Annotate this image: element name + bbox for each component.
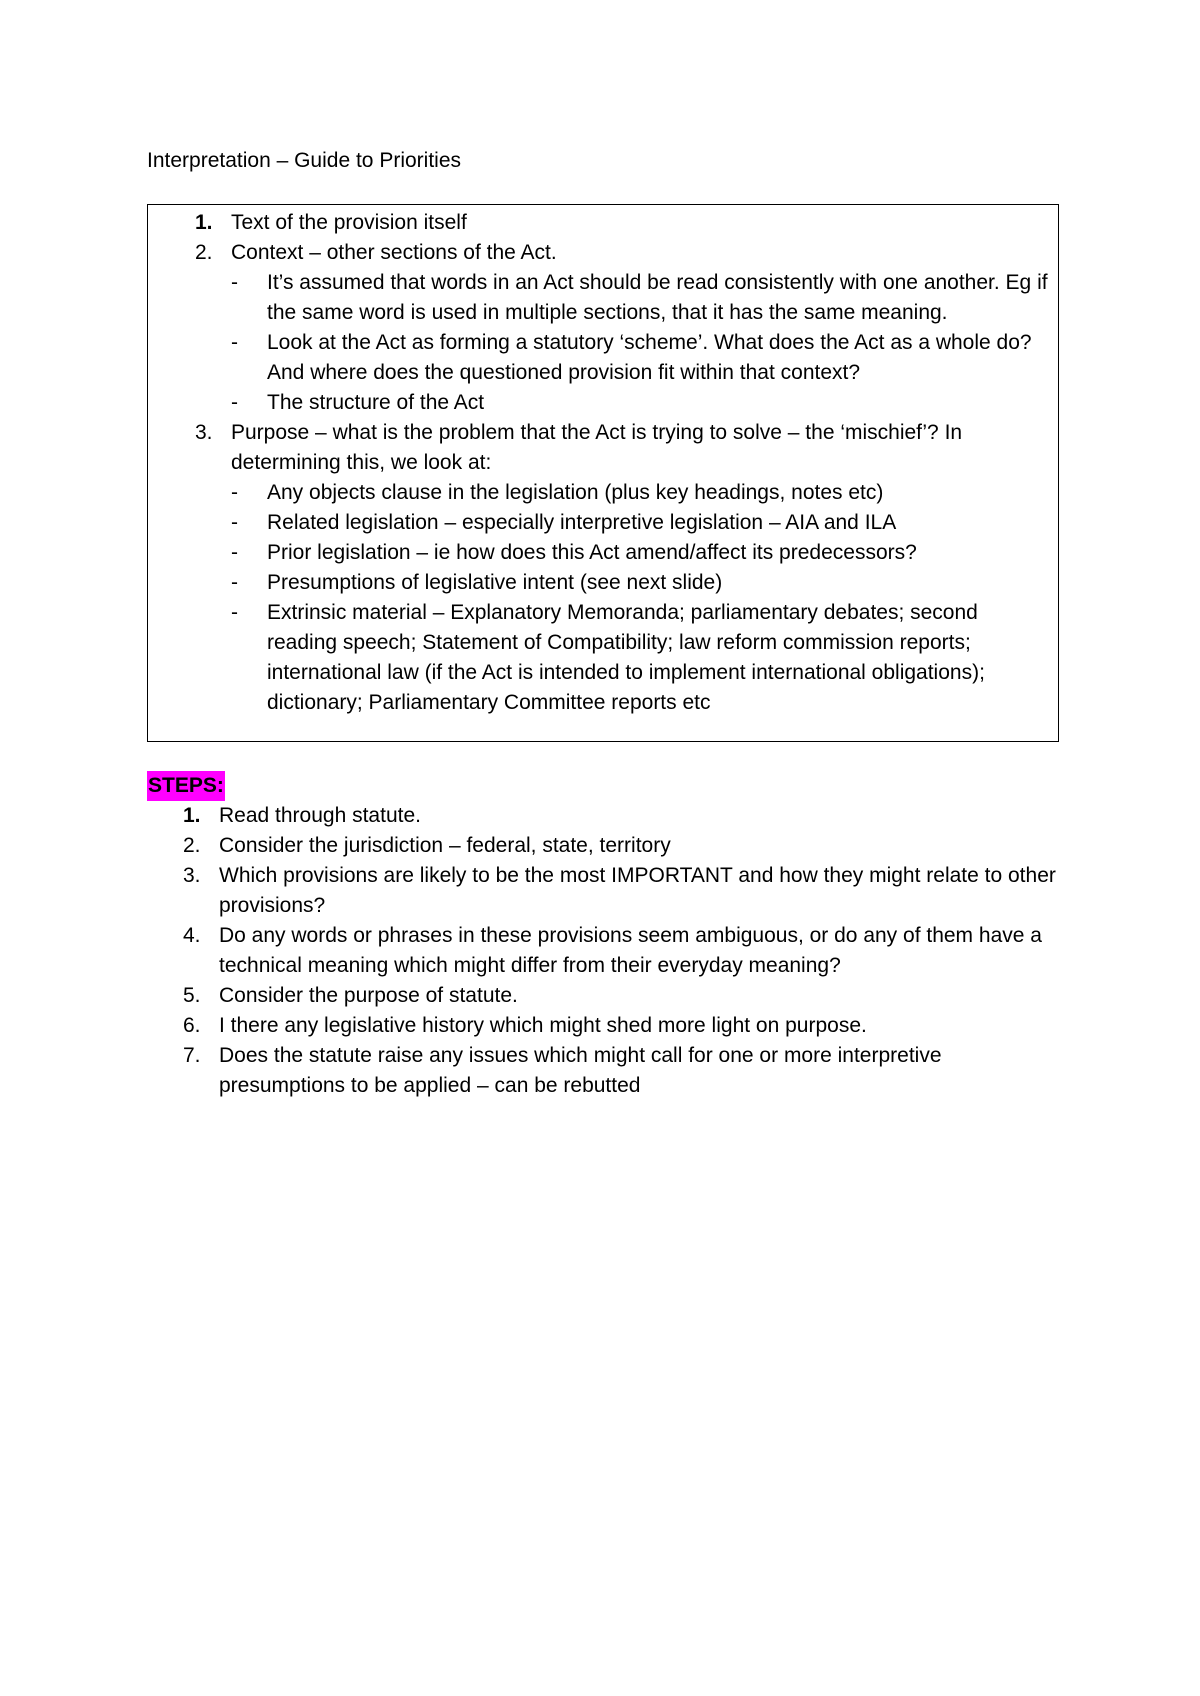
step-number: 4. <box>183 924 201 947</box>
sub-item <box>231 388 1050 418</box>
dash-bullet: - <box>231 601 238 624</box>
sub-item-text: Extrinsic material – Explanatory Memoranda; parliamentary debates; second reading speech; Statement of Compatibility; law reform commission reports; international law (if the Act is intended to implement international obligations); dictionary; Parliamentary Committee reports etc <box>267 601 985 714</box>
priority-sub-list <box>231 478 1050 718</box>
priority-number: 2. <box>195 241 213 264</box>
priority-item <box>148 208 1058 238</box>
sub-item <box>231 598 1050 718</box>
priority-text: Text of the provision itself <box>231 211 467 234</box>
step-item <box>147 831 1067 861</box>
dash-bullet: - <box>231 391 238 414</box>
dash-bullet: - <box>231 541 238 564</box>
step-number: 6. <box>183 1014 201 1037</box>
step-text: I there any legislative history which might shed more light on purpose. <box>219 1014 867 1037</box>
sub-item-text: Related legislation – especially interpretive legislation – AIA and ILA <box>267 511 897 534</box>
priority-number: 3. <box>195 421 213 444</box>
step-number: 3. <box>183 864 201 887</box>
priorities-list <box>148 208 1058 718</box>
step-item <box>147 921 1067 981</box>
sub-item-text: The structure of the Act <box>267 391 485 414</box>
priority-text: Context – other sections of the Act. <box>231 241 557 264</box>
sub-item <box>231 268 1050 328</box>
priority-sub-list <box>231 268 1050 418</box>
priorities-box <box>147 204 1059 742</box>
step-item <box>147 801 1067 831</box>
priority-number: 1. <box>195 211 213 234</box>
sub-item <box>231 508 1050 538</box>
step-text: Consider the jurisdiction – federal, state, territory <box>219 834 671 857</box>
dash-bullet: - <box>231 271 238 294</box>
step-number: 2. <box>183 834 201 857</box>
priority-item <box>148 238 1058 418</box>
page-title: Interpretation – Guide to Priorities <box>147 149 461 172</box>
step-text: Which provisions are likely to be the most IMPORTANT and how they might relate to other provisions? <box>219 864 1056 917</box>
sub-item-text: Presumptions of legislative intent (see next slide) <box>267 571 723 594</box>
sub-item <box>231 328 1050 388</box>
step-item <box>147 1011 1067 1041</box>
step-number: 7. <box>183 1044 201 1067</box>
step-text: Does the statute raise any issues which might call for one or more interpretive presumptions to be applied – can be rebutted <box>219 1044 942 1097</box>
dash-bullet: - <box>231 331 238 354</box>
step-item <box>147 1041 1067 1101</box>
sub-item <box>231 568 1050 598</box>
step-item <box>147 981 1067 1011</box>
step-text: Consider the purpose of statute. <box>219 984 518 1007</box>
step-text: Do any words or phrases in these provisions seem ambiguous, or do any of them have a technical meaning which might differ from their everyday meaning? <box>219 924 1042 977</box>
sub-item <box>231 538 1050 568</box>
sub-item <box>231 478 1050 508</box>
priority-item <box>148 418 1058 718</box>
dash-bullet: - <box>231 571 238 594</box>
dash-bullet: - <box>231 481 238 504</box>
step-number: 5. <box>183 984 201 1007</box>
step-text: Read through statute. <box>219 804 421 827</box>
priority-text: Purpose – what is the problem that the Act is trying to solve – the ‘mischief’? In determining this, we look at: <box>231 421 963 474</box>
step-number: 1. <box>183 804 201 827</box>
sub-item-text: Prior legislation – ie how does this Act amend/affect its predecessors? <box>267 541 917 564</box>
dash-bullet: - <box>231 511 238 534</box>
sub-item-text: It’s assumed that words in an Act should be read consistently with one another. Eg if the same word is used in multiple sections, that it has the same meaning. <box>267 271 1048 324</box>
sub-item-text: Any objects clause in the legislation (plus key headings, notes etc) <box>267 481 884 504</box>
sub-item-text: Look at the Act as forming a statutory ‘scheme’. What does the Act as a whole do? And where does the questioned provision fit within that context? <box>267 331 1032 384</box>
step-item <box>147 861 1067 921</box>
steps-heading: STEPS: <box>147 771 225 801</box>
steps-list <box>147 801 1067 1101</box>
